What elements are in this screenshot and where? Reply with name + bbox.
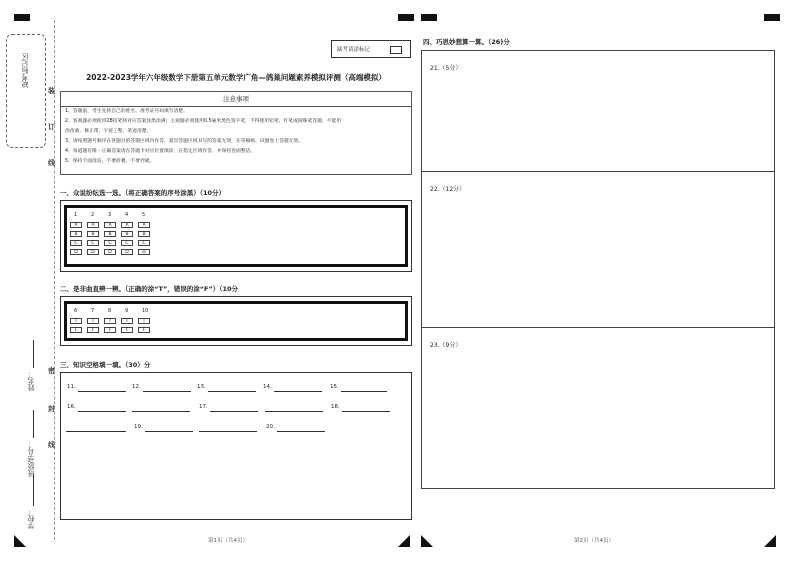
fill-label-20: 20. (266, 424, 275, 430)
choice-bubble-3-A[interactable]: A (104, 222, 116, 228)
choice-bubble-5-B[interactable]: B (138, 231, 150, 237)
choice-qnum-4: 4 (125, 212, 129, 218)
exam-mark-label: 缺考请涂标记 (337, 47, 371, 53)
choice-bubble-1-C[interactable]: C (70, 240, 82, 246)
choice-qnum-3: 3 (108, 212, 112, 218)
footer-right: 第2页（共4页） (574, 538, 614, 544)
choice-qnum-2: 2 (91, 212, 95, 218)
fill-blank-18[interactable] (342, 411, 390, 412)
notice-item: 5、保持卡面清洁，不要折叠，不要弄破。 (65, 159, 155, 164)
school-line[interactable] (33, 474, 34, 506)
fill-label-12: 12. (132, 384, 141, 390)
tf-bubble-10-F[interactable]: F (138, 327, 150, 333)
fill-blank-18b[interactable] (66, 431, 126, 432)
tf-bubble-7-F[interactable]: F (87, 327, 99, 333)
tf-bubble-7-T[interactable]: T (87, 318, 99, 324)
tf-bubble-8-T[interactable]: T (104, 318, 116, 324)
choice-qnum-1: 1 (74, 212, 78, 218)
choice-bubble-5-C[interactable]: C (138, 240, 150, 246)
class-line[interactable] (33, 410, 34, 438)
section-2-title: 二、是非曲直辨一辨。（正确的涂“T”，错误的涂“F”）（10分 (60, 285, 239, 293)
binding-char-6: 线 (48, 441, 55, 449)
choice-bubble-1-B[interactable]: B (70, 231, 82, 237)
choice-bubble-4-A[interactable]: A (121, 222, 133, 228)
choice-bubble-4-C[interactable]: C (121, 240, 133, 246)
section-3-title: 三、知识空格填一填。（30）分 (60, 361, 151, 369)
fill-label-15: 15. (330, 384, 339, 390)
question-23-label: 23.（9分） (430, 342, 462, 349)
fill-label-14: 14. (263, 384, 272, 390)
choice-bubble-2-D[interactable]: D (87, 249, 99, 255)
seal-box-label: 缺考标记区 (21, 53, 29, 88)
fill-blank-12[interactable] (143, 391, 191, 392)
fill-frame (60, 372, 412, 520)
page-title: 2022-2023学年六年级数学下册第五单元数学广角—鸽巢问题素养模拟评测（高端模拟） (86, 73, 386, 82)
choice-bubble-4-D[interactable]: D (121, 249, 133, 255)
corner-tri-bm1 (398, 535, 410, 547)
corner-mark-tr (764, 14, 780, 21)
question-22-label: 22.（12分） (430, 186, 466, 193)
section-4-title: 四、巧思妙想算一算。（26)分 (423, 38, 510, 46)
choice-bubble-5-A[interactable]: A (138, 222, 150, 228)
fill-blank-17b[interactable] (265, 411, 323, 412)
class-label: 班级/学号： (27, 440, 35, 478)
answer-box-23[interactable] (421, 327, 775, 489)
fill-label-19: 19. (134, 424, 143, 430)
fill-blank-16a[interactable] (78, 411, 126, 412)
fill-blank-17a[interactable] (210, 411, 258, 412)
choice-bubble-1-A[interactable]: A (70, 222, 82, 228)
notice-heading: 注意事项 (61, 92, 411, 107)
choice-bubble-3-D[interactable]: D (104, 249, 116, 255)
fill-label-17: 17. (199, 404, 208, 410)
seal-box (6, 34, 46, 148)
fill-blank-20[interactable] (277, 431, 325, 432)
fill-blank-16b[interactable] (132, 411, 190, 412)
tf-qnum-8: 8 (108, 308, 112, 314)
choice-bubble-5-D[interactable]: D (138, 249, 150, 255)
corner-mark-tl (14, 14, 30, 21)
choice-bubble-1-D[interactable]: D (70, 249, 82, 255)
fill-blank-11[interactable] (78, 391, 126, 392)
fill-label-13: 13. (197, 384, 206, 390)
choice-bubble-2-C[interactable]: C (87, 240, 99, 246)
tf-bubble-6-T[interactable]: T (70, 318, 82, 324)
binding-char-2: 订 (48, 123, 55, 131)
notice-item: 涂改液、修正带、字迹工整，笔迹清楚。 (65, 129, 152, 134)
notice-item: 1、答题前，考生先将自己的姓名、准考证号码填写清楚。 (65, 109, 188, 114)
question-21-label: 21.（5分） (430, 65, 462, 72)
exam-mark-checkbox[interactable] (390, 46, 402, 54)
fill-blank-19a[interactable] (145, 431, 193, 432)
binding-char-5: 封 (48, 405, 55, 413)
corner-mark-tm1 (398, 14, 414, 21)
notice-item: 2、客观题必须使用2B铅笔将对应答案涂黑涂满；主观题必须使用0.5毫米黑色签字笔，不得使用铅笔、红笔或圆珠笔答题，不能用 (65, 119, 342, 124)
corner-mark-tm2 (421, 14, 437, 21)
choice-bubble-3-B[interactable]: B (104, 231, 116, 237)
school-label: 学校： (27, 508, 35, 529)
name-label: 姓名： (27, 370, 35, 391)
fill-label-18: 18. (331, 404, 340, 410)
tf-bubble-9-F[interactable]: F (121, 327, 133, 333)
tf-qnum-10: 10 (142, 308, 149, 314)
choice-bubble-3-C[interactable]: C (104, 240, 116, 246)
corner-tri-bl (14, 535, 26, 547)
tf-qnum-7: 7 (91, 308, 95, 314)
fill-blank-14[interactable] (274, 391, 322, 392)
fill-label-11: 11. (67, 384, 76, 390)
tf-bubble-8-F[interactable]: F (104, 327, 116, 333)
fill-blank-15[interactable] (341, 391, 387, 392)
choice-bubble-2-B[interactable]: B (87, 231, 99, 237)
tf-qnum-6: 6 (74, 308, 78, 314)
exam-mark-box (331, 40, 411, 58)
section-1-title: 一、众说纷纭选一选。（将正确答案的序号涂黑）（10分） (60, 189, 226, 197)
notice-item: 3、请按照题号顺序在各题目的答题区域内作答，超出答题区域书写的答案无效，在草稿纸、试题卷上答题无效。 (65, 139, 304, 144)
fill-blank-13[interactable] (208, 391, 256, 392)
notice-item: 4、每道题有唯一正确答案请在答题卡对应位置填涂，在指定区域作答，并保持卷面整洁。 (65, 149, 256, 154)
tf-bubble-9-T[interactable]: T (121, 318, 133, 324)
corner-tri-br (764, 535, 776, 547)
binding-dashed-line (54, 20, 55, 540)
choice-bubble-2-A[interactable]: A (87, 222, 99, 228)
notice-box (60, 91, 412, 175)
choice-bubble-4-B[interactable]: B (121, 231, 133, 237)
tf-bubble-6-F[interactable]: F (70, 327, 82, 333)
fill-label-16: 16. (67, 404, 76, 410)
fill-blank-19b[interactable] (199, 431, 257, 432)
footer-left: 第1页（共4页） (208, 538, 248, 544)
binding-char-4: 密 (48, 367, 55, 375)
binding-char-1: 装 (48, 87, 55, 95)
answer-box-21[interactable] (421, 50, 775, 172)
tf-qnum-9: 9 (125, 308, 129, 314)
name-line[interactable] (33, 340, 34, 368)
choice-qnum-5: 5 (142, 212, 146, 218)
tf-bubble-10-T[interactable]: T (138, 318, 150, 324)
corner-tri-bm2 (421, 535, 433, 547)
binding-char-3: 线 (48, 159, 55, 167)
answer-box-22[interactable] (421, 171, 775, 328)
